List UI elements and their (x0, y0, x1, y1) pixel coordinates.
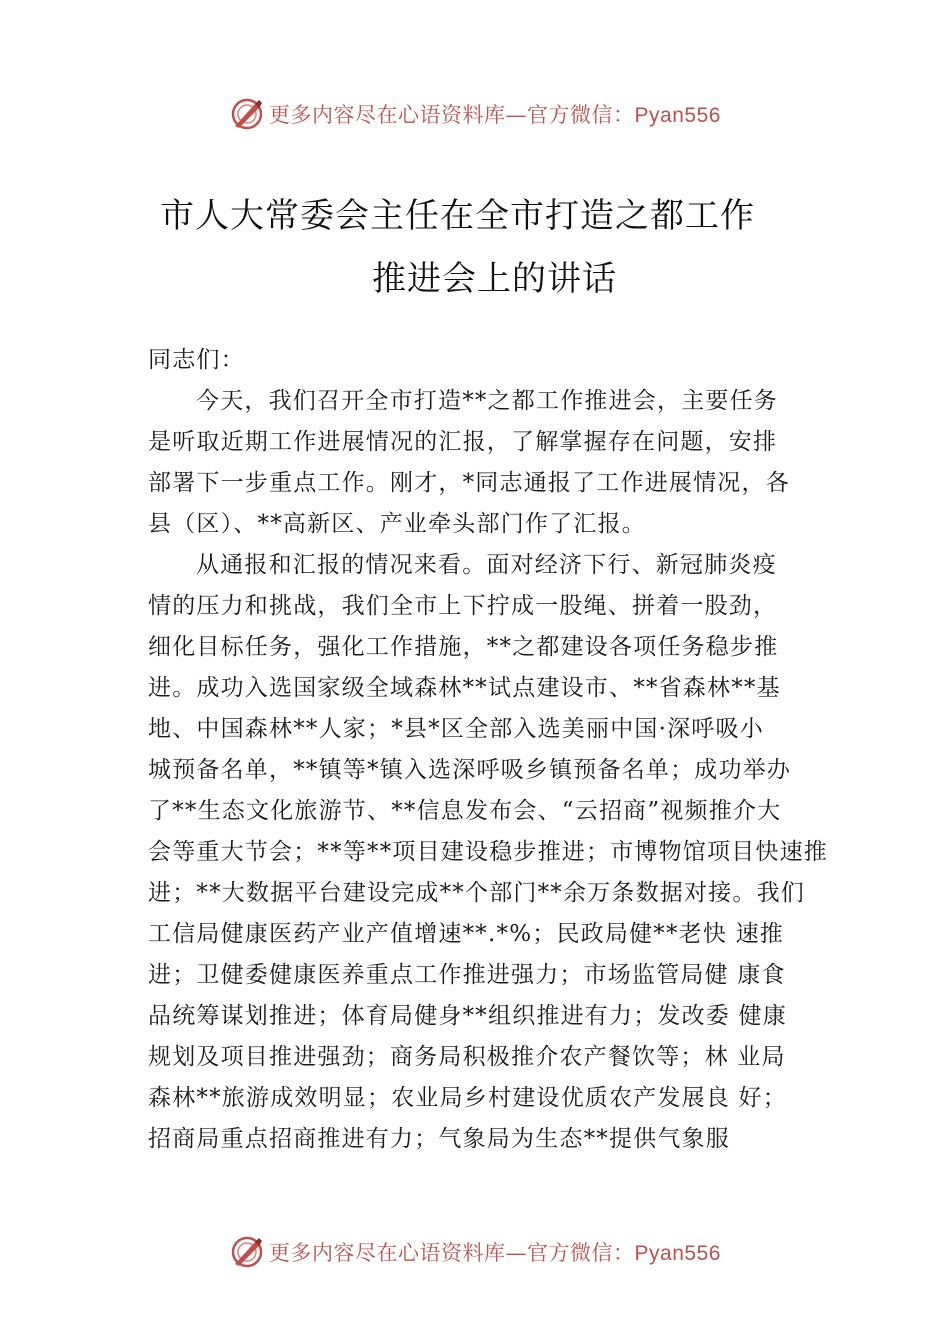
banner-main-text: 更多内容尽在心语资料库 (269, 1241, 506, 1265)
paragraph-line: 森林**旅游成效明显；农业局乡村建设优质农产发展良 好； (148, 1085, 787, 1111)
paragraph-line: 县（区）、**高新区、产业牵头部门作了汇报。 (148, 511, 646, 537)
banner-text (269, 1237, 721, 1267)
paragraph-line: 进；**大数据平台建设完成**个部门**余万条数据对接。我们 (148, 880, 805, 906)
header-banner (0, 94, 950, 134)
banner-separator-text: —官方微信： (505, 1241, 635, 1265)
paragraph-line: 进。成功入选国家级全域森林**试点建设市、**省森林**基 (148, 675, 781, 701)
paragraph-line: 部署下一步重点工作。刚才，*同志通报了工作进展情况，各 (148, 470, 790, 496)
pen-logo-icon (229, 96, 265, 132)
paragraph-line: 会等重大节会；**等**项目建设稳步推进；市博物馆项目快速推 (148, 839, 828, 865)
paragraph-line: 今天，我们召开全市打造**之都工作推进会，主要任务 (196, 388, 778, 414)
paragraph-line: 招商局重点招商推进有力；气象局为生态**提供气象服 (148, 1126, 730, 1152)
paragraph-line: 品统筹谋划推进；体育局健身**组织推进有力；发改委 健康 (148, 1003, 787, 1029)
pen-logo-icon (229, 1234, 265, 1270)
paragraph-line: 从通报和汇报的情况来看。面对经济下行、新冠肺炎疫 (196, 552, 777, 578)
paragraph-line: 细化目标任务，强化工作措施，**之都建设各项任务稳步推 (148, 634, 779, 660)
banner-main-text: 更多内容尽在心语资料库 (269, 103, 506, 127)
banner-wechat-id: Pyan556 (634, 1242, 721, 1265)
paragraph-line: 进；卫健委健康医养重点工作推进强力；市场监管局健 康食 (148, 962, 786, 988)
document-body (148, 340, 838, 1160)
banner-wechat-id: Pyan556 (634, 104, 721, 127)
salutation: 同志们： (148, 347, 245, 373)
paragraph-line: 城预备名单，**镇等*镇入选深呼吸乡镇预备名单；成功举办 (148, 757, 792, 783)
paragraph-line: 工信局健康医药产业产值增速**.*%；民政局健**老快 速推 (148, 921, 784, 947)
paragraph-line: 规划及项目推进强劲；商务局积极推介农产餐饮等；林 业局 (148, 1044, 786, 1070)
footer-banner (0, 1232, 950, 1272)
document-title-line-1: 市人大常委会主任在全市打造之都工作 (160, 196, 755, 236)
paragraph-line: 是听取近期工作进展情况的汇报，了解掌握存在问题，安排 (148, 429, 778, 455)
document-title-line-2: 推进会上的讲话 (372, 259, 617, 299)
banner-text (269, 99, 721, 129)
banner-separator-text: —官方微信： (505, 103, 635, 127)
paragraph-line: 了**生态文化旅游节、**信息发布会、“云招商”视频推介大 (148, 798, 782, 824)
paragraph-line: 地、中国森林**人家；*县*区全部入选美丽中国·深呼吸小 (148, 716, 764, 742)
paragraph-line: 情的压力和挑战，我们全市上下拧成一股绳、拼着一股劲， (148, 593, 778, 619)
